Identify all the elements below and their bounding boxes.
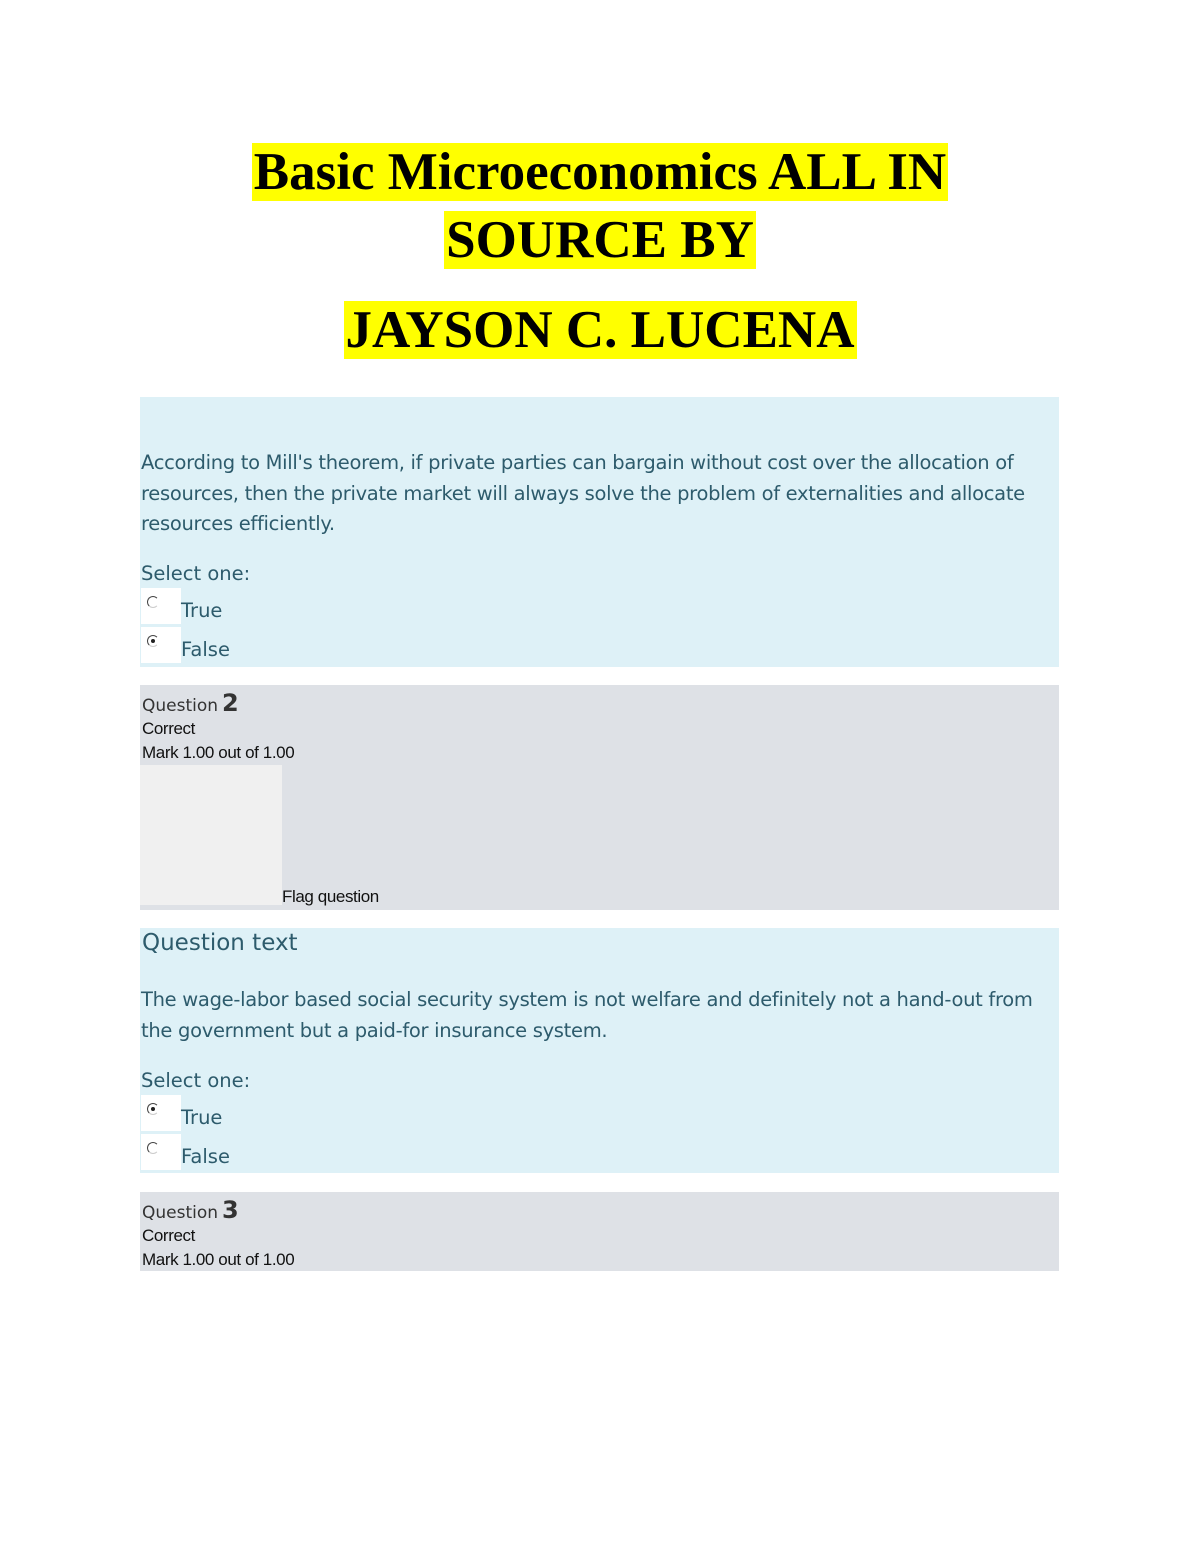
flag-question-link[interactable]: Flag question (282, 887, 379, 906)
question-status: Correct (142, 719, 195, 738)
option-false[interactable] (140, 1134, 440, 1173)
select-one-label: Select one: (141, 1069, 251, 1092)
title-line-3: JAYSON C. LUCENA (345, 301, 855, 359)
option-label: True (181, 1106, 223, 1129)
question-number: Question 2 (142, 689, 239, 717)
radio-button-selected-icon[interactable] (147, 635, 159, 647)
document-title (0, 140, 1200, 368)
option-label: False (181, 638, 230, 661)
radio-box (141, 627, 181, 663)
option-label: False (181, 1145, 230, 1168)
option-true[interactable] (140, 1095, 440, 1134)
question-2-info (140, 685, 1059, 910)
question-1-text: According to Mill's theorem, if private parties can bargain without cost over the allocation of resources, then the private market will always solve the problem of externalities and allocate resources efficiently. (141, 451, 1025, 535)
radio-box (141, 588, 181, 624)
title-line-1: Basic Microeconomics ALL IN (253, 143, 947, 201)
title-line-2: SOURCE BY (446, 211, 754, 269)
question-number: Question 3 (142, 1196, 239, 1224)
question-text-heading: Question text (142, 930, 298, 956)
option-label: True (181, 599, 223, 622)
question-status: Correct (142, 1226, 195, 1245)
question-mark: Mark 1.00 out of 1.00 (142, 743, 295, 762)
select-one-label: Select one: (141, 562, 251, 585)
radio-button-selected-icon[interactable] (147, 1103, 159, 1115)
option-true[interactable] (140, 588, 440, 627)
radio-button-icon[interactable] (147, 1142, 159, 1154)
question-3-info (140, 1192, 1059, 1271)
radio-box (141, 1095, 181, 1131)
question-1-content (140, 397, 1059, 667)
radio-box (141, 1134, 181, 1170)
question-2-content (140, 928, 1059, 1173)
radio-button-icon[interactable] (147, 596, 159, 608)
option-false[interactable] (140, 627, 440, 666)
flag-icon[interactable] (140, 765, 282, 905)
question-2-text: The wage-labor based social security system is not welfare and definitely not a hand-out from the government but a paid-for insurance system. (141, 988, 1033, 1042)
question-mark: Mark 1.00 out of 1.00 (142, 1250, 295, 1269)
